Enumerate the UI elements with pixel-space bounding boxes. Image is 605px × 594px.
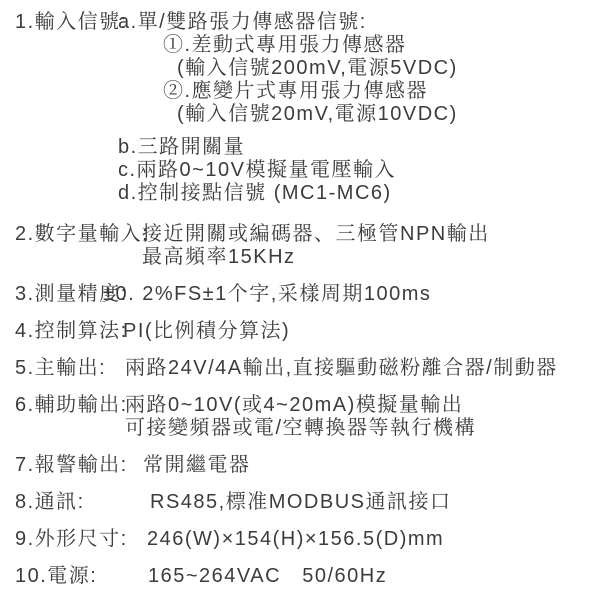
- spec-label: 6.輔助輸出:: [15, 394, 128, 416]
- spec-value: 兩路0~10V(或4~20mA)模擬量輸出: [125, 394, 464, 416]
- spec-value: ±0. 2%FS±1个字,采樣周期100ms: [103, 283, 432, 305]
- spec-label: 4.控制算法:: [15, 320, 128, 342]
- spec-item-measurement-accuracy: [15, 283, 601, 306]
- spec-row: [15, 320, 601, 343]
- spec-row: [15, 454, 601, 477]
- spec-label: 2.數字量輸入:: [15, 223, 150, 245]
- spec-value-line2: 最高頻率15KHz: [142, 246, 296, 268]
- spec-subline-analog-input: c.兩路0~10V模擬量電壓輸入: [118, 159, 396, 181]
- spec-label: 3.測量精度:: [15, 283, 128, 305]
- spec-item-digital-input: [15, 223, 601, 269]
- spec-value: 兩路24V/4A輸出,直接驅動磁粉離合器/制動器: [125, 357, 558, 379]
- spec-row: [15, 491, 601, 514]
- spec-label: 7.報警輸出:: [15, 454, 128, 476]
- spec-row: [15, 565, 601, 588]
- spec-label: 8.通訊:: [15, 491, 85, 513]
- spec-value: 246(W)×154(H)×156.5(D)mm: [147, 528, 445, 550]
- spec-value: 常開繼電器: [143, 454, 251, 476]
- spec-row: [15, 283, 601, 306]
- spec-label: 1.輸入信號:: [15, 11, 128, 33]
- spec-item-aux-output: [15, 394, 601, 440]
- spec-sublines: [118, 34, 601, 205]
- spec-subline-contact-signal: d.控制接點信號 (MC1-MC6): [118, 182, 392, 204]
- spec-row: [15, 223, 601, 246]
- spec-value: 接近開關或編碼器、三極管NPN輸出: [142, 223, 490, 245]
- spec-item-alarm-output: [15, 454, 601, 477]
- spec-subline-sensor-type-1: ①.差動式專用張力傳感器: [163, 34, 407, 56]
- spec-subline-sensor-type-2-detail: (輸入信號20mV,電源10VDC): [177, 103, 458, 125]
- spec-subline-sensor-type-2: ②.應變片式專用張力傳感器: [163, 80, 429, 102]
- spec-label: 9.外形尺寸:: [15, 528, 128, 550]
- spec-value: RS485,標准MODBUS通訊接口: [150, 491, 452, 513]
- spec-item-input-signal: [15, 11, 601, 205]
- spec-label: 5.主輸出:: [15, 357, 107, 379]
- spec-row: [15, 357, 601, 380]
- spec-item-communication: [15, 491, 601, 514]
- spec-subline-sensor-type-1-detail: (輸入信號200mV,電源5VDC): [177, 57, 458, 79]
- spec-label: 10.電源:: [15, 565, 98, 587]
- spec-subline-switch-input: b.三路開關量: [118, 136, 246, 158]
- spec-row: [15, 11, 601, 34]
- spec-value: PI(比例積分算法): [123, 320, 291, 342]
- spec-value-line2: 可接變頻器或電/空轉換器等執行機構: [125, 417, 477, 439]
- spec-item-main-output: [15, 357, 601, 380]
- spec-item-dimensions: [15, 528, 601, 551]
- spec-item-control-algorithm: [15, 320, 601, 343]
- spec-value: a.單/雙路張力傳感器信號:: [118, 11, 367, 33]
- spec-value: 165~264VAC 50/60Hz: [148, 565, 388, 587]
- spec-row: [15, 394, 601, 417]
- spec-item-power-supply: [15, 565, 601, 588]
- spec-row: [15, 528, 601, 551]
